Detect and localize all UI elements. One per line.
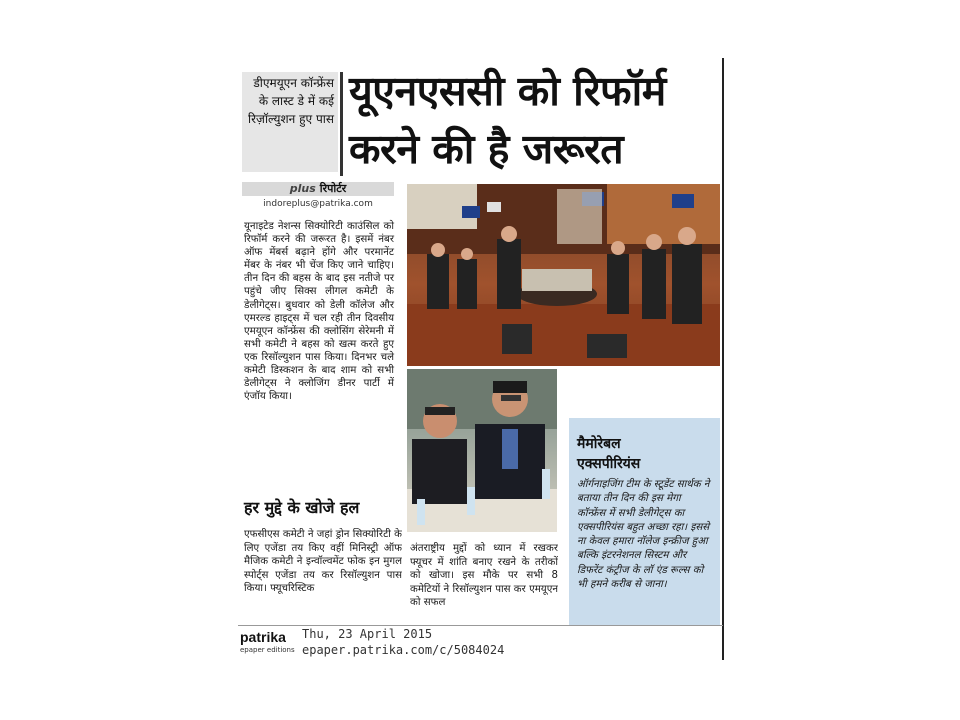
article-body-column-1: यूनाइटेड नेशन्स सिक्योरिटी काउंसिल को रिफॉर्म करने की जरूरत है। इसमें नंबर ऑफ मेंबर्स बढ़ाने होंगे और परमानेंट मेंबर के नंबर भी चेंज किए जाने चाहिए। तीन दिन की बहस के बाद इस नतीजे पर पहुंचे जीए सिक्स लीगल कमेटी के डेलीगेट्स। बुधवार को डेली कॉलेज और एमरल्ड हाइट्स में चल रही तीन दिवसीय एमयूएन कॉन्फ्रेंस की क्लोसिंग सेरेमनी में सभी कमेटी ने बहस को खत्म करते हुए एक रिसॉल्युशन पास किया। दिनभर चले कमेटी डिस्कशन के बाद शाम को सभी डेलीगेट्स ने क्लोजिंग डीनर पार्टी में एंजॉय किया।: [244, 221, 394, 403]
article-body-column-1b: एफसीएस कमेटी ने जहां ड्रोन सिक्योरिटी के लिए एजेंडा तय किए वहीं मिनिस्ट्री ऑफ मैजिक कमेटी ने इन्वॉल्वमेंट फोक इन मुगल स्पोर्ट्स एजेंडा तय कर रिसॉल्युशन पास किया। फ्यूचरिस्टिक: [244, 529, 402, 594]
subheading: हर मुद्दे के खोजे हल: [244, 498, 360, 517]
article-body-column-2: अंतराष्ट्रीय मुद्दों को ध्यान में रखकर फ्यूचर में शांति बनाए रखने के तरीकों को खोजा। इस मौके पर सभी 8 कमेटियों ने रिसॉल्युशन पास कर एमयूएन को सफल: [410, 543, 558, 608]
delegates-photo-illustration: [407, 369, 557, 532]
column-rule: [722, 58, 724, 660]
conference-photo-illustration: [407, 184, 720, 366]
logo-text: patrika: [240, 629, 286, 645]
logo-subtext: epaper editions: [240, 646, 295, 654]
sidebar-title-line-1: मैमोरेबल: [577, 436, 621, 452]
publication-date: Thu, 23 April 2015: [302, 627, 433, 641]
delegates-photo: [407, 369, 557, 532]
headline-line-2: करने की है जरूरत: [349, 125, 624, 173]
conference-photo: [407, 184, 720, 366]
byline-label: [242, 182, 394, 196]
headline: [349, 62, 719, 178]
sidebar-title: [577, 434, 712, 474]
byline: [242, 182, 394, 216]
sidebar-title-line-2: एक्सपीरियंस: [577, 456, 641, 472]
kicker-divider: [340, 72, 343, 176]
headline-line-1: यूएनएससी को रिफॉर्म: [349, 67, 666, 115]
memorable-experience-box: [569, 418, 720, 626]
byline-email: indoreplus@patrika.com: [263, 199, 373, 209]
footer-info: [302, 626, 504, 658]
sidebar-text: ऑर्गनाइजिंग टीम के स्टूडेंट सार्थक ने बताया तीन दिन की इस मेगा कॉन्फ्रेंस में सभी डेलीगेट्स का एक्सपीरियंस बहुत अच्छा रहा। इससे ना केवल हमारा नॉलेज इन्क्रीज हुआ बल्कि इंटरनेशनल सिस्टम और डिफरेंट कंट्रीज के लॉ एंड रूल्स को भी हमने करीब से जाना।: [577, 479, 710, 591]
byline-plus: plus: [289, 182, 316, 195]
epaper-url[interactable]: epaper.patrika.com/c/5084024: [302, 643, 505, 657]
byline-reporter: रिपोर्टर: [319, 182, 347, 195]
patrika-logo: [240, 628, 296, 658]
kicker-text: डीएमयूएन कॉन्फ्रेंस के लास्ट डे में कई रिज़ॉल्युशन हुए पास: [242, 72, 338, 172]
